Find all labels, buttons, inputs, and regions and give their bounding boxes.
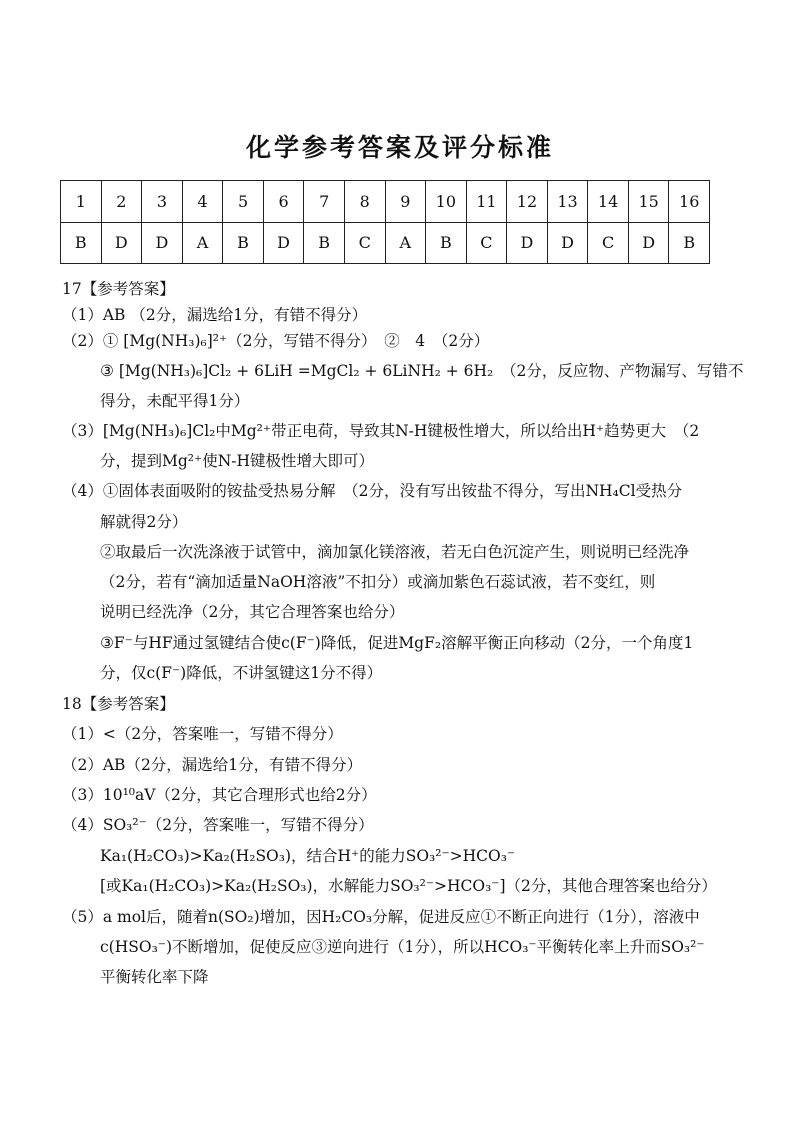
table-row-numbers xyxy=(61,181,710,223)
table-cell: A xyxy=(182,222,223,264)
answer-line: [或Ka₁(H₂CO₃)>Ka₂(H₂SO₃)，水解能力SO₃²⁻>HCO₃⁻]（2分，其他合理答案也给分） xyxy=(100,877,717,895)
answer-line: ③F⁻与HF通过氢键结合使c(F⁻)降低，促进MgF₂溶解平衡正向移动（2分，一个角度1 xyxy=(100,634,694,652)
table-cell: 10 xyxy=(426,181,467,223)
answer-line: （3）10¹⁰aV（2分，其它合理形式也给2分） xyxy=(62,786,377,804)
section-heading-17: 17【参考答案】 xyxy=(62,280,175,298)
answer-line: （1）<（2分，答案唯一，写错不得分） xyxy=(62,725,343,743)
table-cell: D xyxy=(263,222,304,264)
answer-line: （2）AB（2分，漏选给1分，有错不得分） xyxy=(62,756,363,774)
answer-line: （3）[Mg(NH₃)₆]Cl₂中Mg²⁺带正电荷，导致其N-H键极性增大，所以给出H⁺趋势更大 （2 xyxy=(62,422,700,440)
table-cell: C xyxy=(344,222,385,264)
table-cell: A xyxy=(385,222,426,264)
table-cell: 15 xyxy=(628,181,669,223)
table-cell: 16 xyxy=(669,181,710,223)
table-cell: 4 xyxy=(182,181,223,223)
answer-line: （2分，若有“滴加适量NaOH溶液”不扣分）或滴加紫色石蕊试液，若不变红，则 xyxy=(100,573,656,591)
answer-line: （4）SO₃²⁻（2分，答案唯一，写错不得分） xyxy=(62,816,374,834)
table-cell: D xyxy=(507,222,548,264)
answer-table xyxy=(60,180,710,264)
table-cell: 12 xyxy=(507,181,548,223)
answer-line: （5）a mol后，随着n(SO₂)增加，因H₂CO₃分解，促进反应①不断正向进行（1分），溶液中 xyxy=(62,908,700,926)
answer-line: c(HSO₃⁻)不断增加，促使反应③逆向进行（1分），所以HCO₃⁻平衡转化率上升而SO₃²⁻ xyxy=(100,938,705,956)
section-heading-18: 18【参考答案】 xyxy=(62,695,175,713)
table-cell: D xyxy=(547,222,588,264)
answer-line: Ka₁(H₂CO₃)>Ka₂(H₂SO₃)，结合H⁺的能力SO₃²⁻>HCO₃⁻ xyxy=(100,847,516,865)
answer-line: （4）①固体表面吸附的铵盐受热易分解 （2分，没有写出铵盐不得分，写出NH₄Cl受热分 xyxy=(62,482,683,500)
table-cell: B xyxy=(304,222,345,264)
answer-line: ③ [Mg(NH₃)₆]Cl₂ + 6LiH =MgCl₂ + 6LiNH₂ + 6H₂ （2分，反应物、产物漏写、写错不 xyxy=(100,362,744,380)
table-cell: B xyxy=(426,222,467,264)
table-cell: 9 xyxy=(385,181,426,223)
answer-line: 得分，未配平得1分） xyxy=(100,392,250,410)
answer-line: 分，仅c(F⁻)降低，不讲氢键这1分不得） xyxy=(100,664,383,682)
table-cell: D xyxy=(101,222,142,264)
answer-line: 说明已经洗净（2分，其它合理答案也给分） xyxy=(100,603,405,621)
table-cell: 13 xyxy=(547,181,588,223)
table-cell: 2 xyxy=(101,181,142,223)
answer-line: 平衡转化率下降 xyxy=(100,968,209,986)
table-row-answers xyxy=(61,222,710,264)
table-cell: D xyxy=(628,222,669,264)
table-cell: 3 xyxy=(142,181,183,223)
answer-line: （1）AB （2分，漏选给1分，有错不得分） xyxy=(62,306,368,324)
answer-line: 解就得2分） xyxy=(100,513,188,531)
table-cell: 5 xyxy=(223,181,264,223)
table-cell: D xyxy=(142,222,183,264)
table-cell: 6 xyxy=(263,181,304,223)
table-cell: 8 xyxy=(344,181,385,223)
answer-line: 分，提到Mg²⁺使N-H键极性增大即可） xyxy=(100,452,375,470)
table-cell: C xyxy=(588,222,629,264)
table-cell: B xyxy=(223,222,264,264)
table-cell: 14 xyxy=(588,181,629,223)
table-cell: 1 xyxy=(61,181,102,223)
table-cell: C xyxy=(466,222,507,264)
table-cell: 11 xyxy=(466,181,507,223)
table-cell: 7 xyxy=(304,181,345,223)
answer-line: ②取最后一次洗涤液于试管中，滴加氯化镁溶液，若无白色沉淀产生，则说明已经洗净 xyxy=(100,543,690,561)
table-cell: B xyxy=(669,222,710,264)
table-cell: B xyxy=(61,222,102,264)
answer-line: （2）① [Mg(NH₃)₆]²⁺（2分，写错不得分） ② 4 （2分） xyxy=(62,332,490,350)
page-title: 化学参考答案及评分标准 xyxy=(245,133,554,162)
